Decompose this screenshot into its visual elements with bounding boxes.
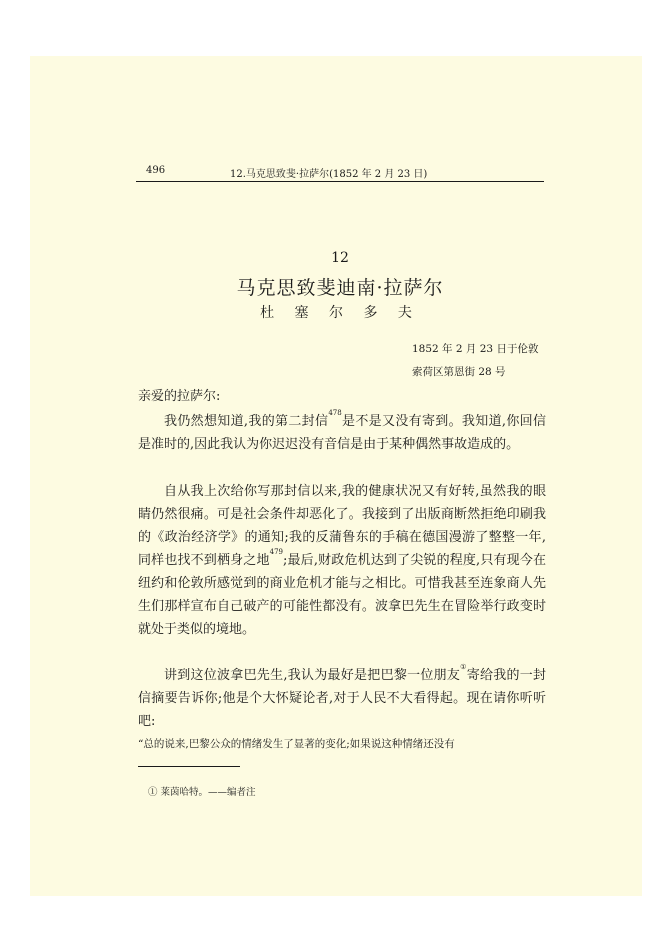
paragraph-text: 讲到这位波拿巴先生,我认为最好是把巴黎一位朋友: [164, 668, 461, 683]
paragraph-text: 是不是又没有寄到。我知道,你回信是准时的,因此我认为你迟迟没有音信是由于某种偶然事故造成的。: [138, 414, 546, 452]
date-line: 1852 年 2 月 23 日于伦敦: [412, 343, 539, 355]
paragraph-2: [138, 480, 546, 641]
page-number: 496: [146, 165, 166, 176]
running-header: [136, 163, 544, 182]
quotation: “总的说来,巴黎公众的情绪发生了显著的变化;如果说这种情绪还没有: [138, 738, 455, 750]
recipient-location: 杜 塞 尔 多 夫: [260, 305, 420, 321]
footnote-divider: [138, 766, 240, 767]
paragraph-text: ;最后,财政危机达到了尖锐的程度,只有现今在纽约和伦敦所感觉到的商业危机才能与之相比。可惜我甚至连象商人先生们那样宣布自己破产的可能性都没有。波拿巴先生在冒险举行政变时就处于类似的境地。: [138, 553, 546, 637]
paragraph-text: 自从我上次给你写那封信以来,我的健康状况又有好转,虽然我的眼睛仍然很痛。可是社会条件却恶化了。我接到了出版商断然拒绝印刷我的《政治经济学》的通知;我的反蒲鲁东的手稿在德国漫游了整整一年,同样也找不到栖身之地: [138, 484, 546, 568]
page-background: [30, 56, 642, 896]
letter-number: 12: [331, 250, 349, 266]
paragraph-1: [138, 410, 546, 456]
footnote-reference: ①: [460, 663, 467, 671]
note-reference: 479: [269, 548, 283, 556]
paragraph-text: 寄给我的一封信摘要告诉你;他是个大怀疑论者,对于人民不大看得起。现在请你听听吧:: [138, 668, 546, 729]
address-line: 索荷区第恩街 28 号: [412, 366, 506, 378]
salutation: 亲爱的拉萨尔:: [138, 389, 221, 404]
footnote: ① 莱茵哈特。——编者注: [148, 787, 256, 798]
paragraph-text: 我仍然想知道,我的第二封信: [164, 414, 329, 429]
running-title: 12.马克思致斐·拉萨尔(1852 年 2 月 23 日): [230, 169, 428, 180]
paragraph-3: [138, 664, 546, 733]
note-reference: 478: [328, 409, 342, 417]
letter-title: 马克思致斐迪南·拉萨尔: [236, 277, 444, 299]
